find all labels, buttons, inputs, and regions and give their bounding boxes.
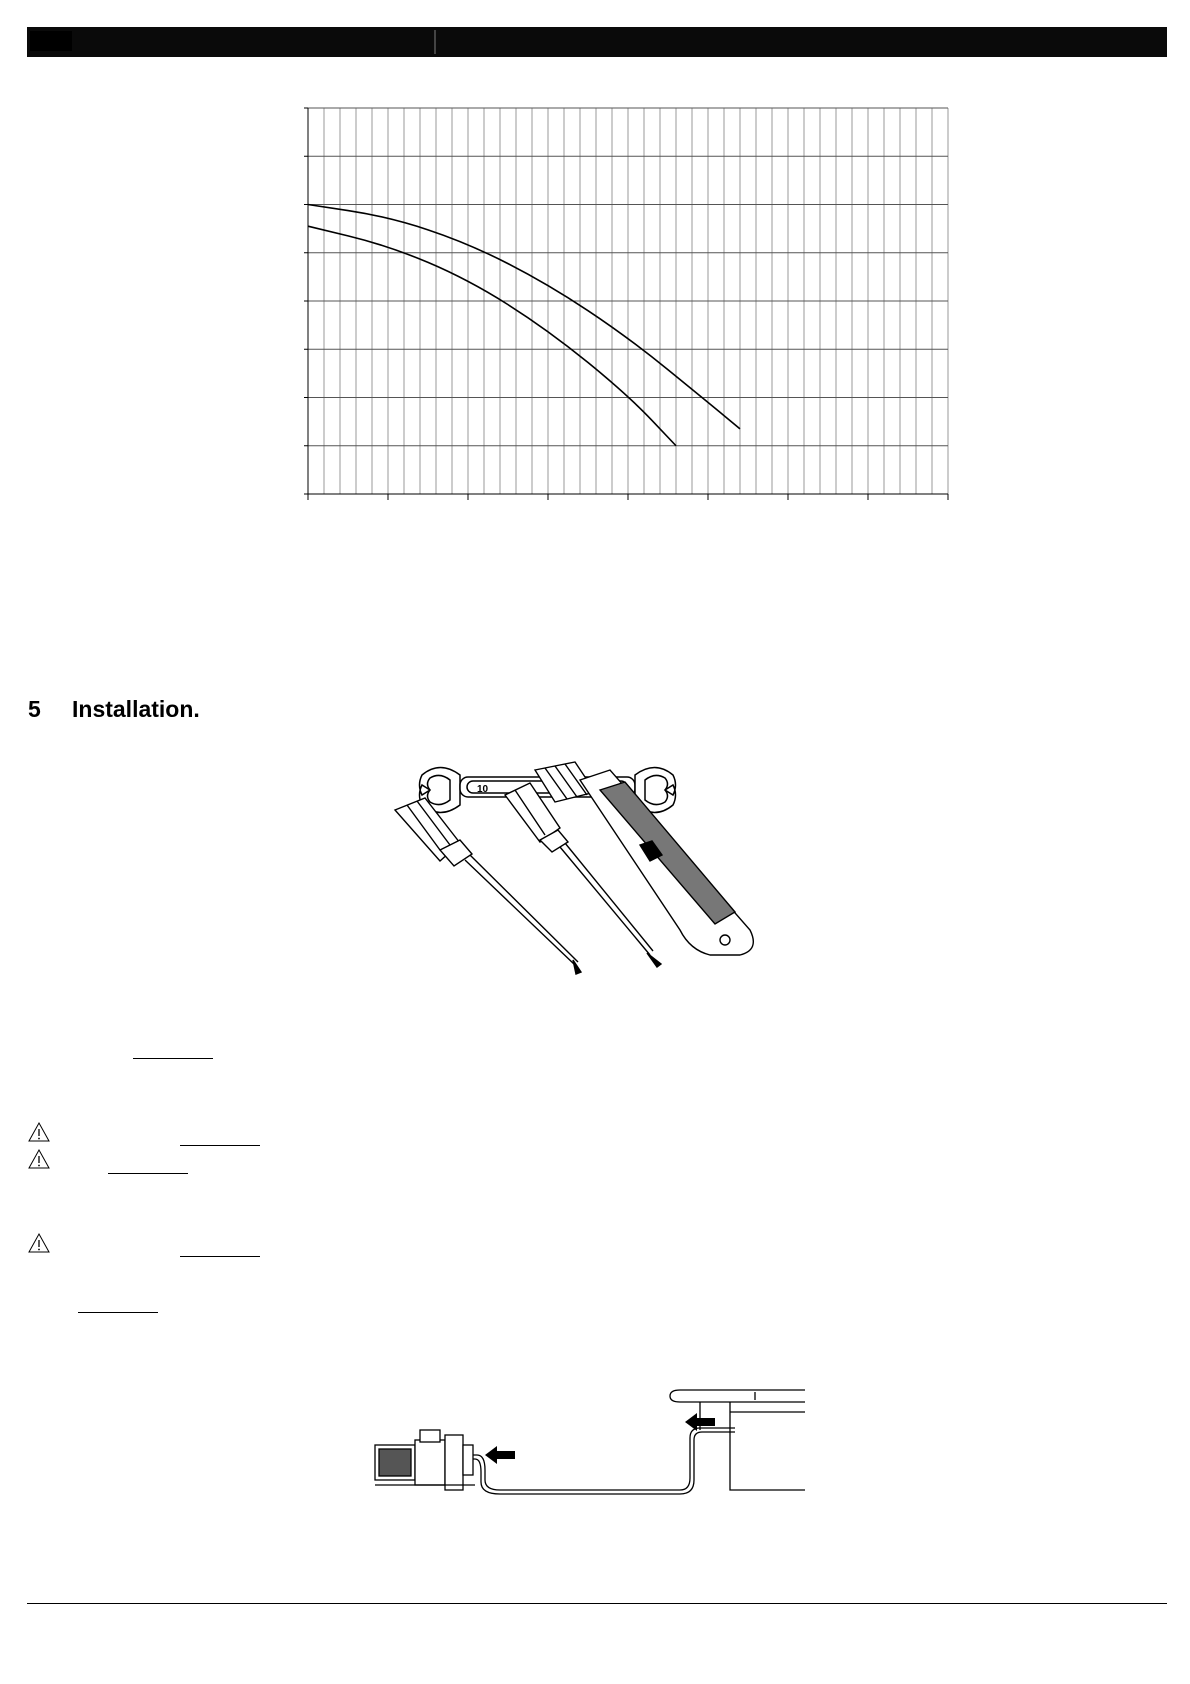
warning-triangle-icon [27, 1121, 51, 1143]
pump-curve-2 [308, 226, 676, 446]
underline-4 [180, 1256, 260, 1257]
section-number: 5 [28, 696, 41, 722]
tools-illustration [385, 755, 815, 985]
pump-installation-diagram [365, 1360, 805, 1500]
pump-curve-1 [308, 205, 740, 429]
header-bar [27, 27, 1167, 57]
header-tab [30, 31, 72, 51]
wrench-size-left: 10 [477, 784, 489, 795]
chart-ticks [304, 108, 948, 500]
warning-triangle-icon [27, 1148, 51, 1170]
performance-chart [290, 100, 950, 510]
section-heading [28, 696, 200, 723]
underline-3 [108, 1173, 188, 1174]
pump-icon [375, 1430, 475, 1490]
underline-5 [78, 1312, 158, 1313]
header-separator [434, 30, 436, 54]
warning-triangle-icon [27, 1232, 51, 1254]
section-title: Installation. [72, 696, 200, 722]
underline-1 [133, 1058, 213, 1059]
flow-arrow-icon [485, 1413, 715, 1464]
footer-rule [27, 1603, 1167, 1604]
pipe [473, 1428, 735, 1494]
underline-2 [180, 1145, 260, 1146]
